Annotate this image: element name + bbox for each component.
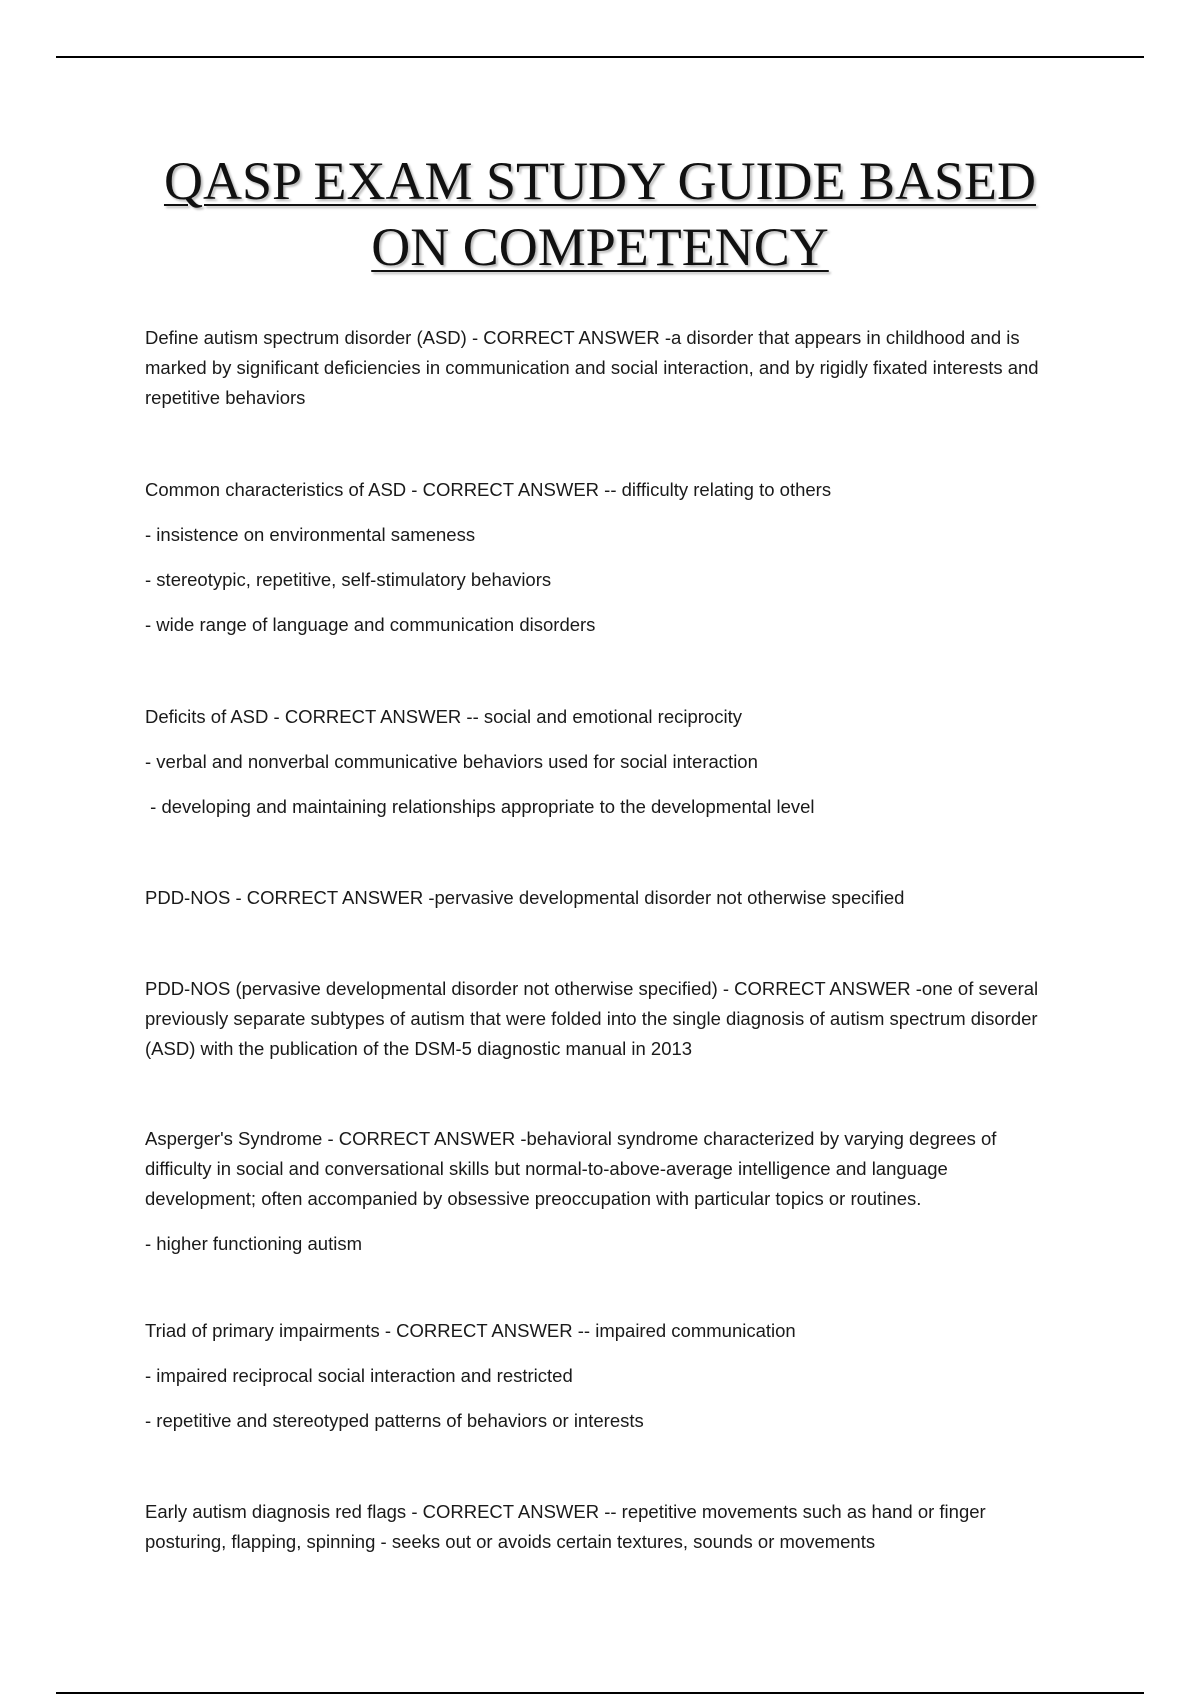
entry-bullet: - developing and maintaining relationships appropriate to the developmental level: [145, 796, 815, 817]
entry-text: Deficits of ASD - CORRECT ANSWER -- social and emotional reciprocity: [145, 706, 742, 727]
qa-entry-red-flags: [145, 1497, 1045, 1557]
title-line-1: QASP EXAM STUDY GUIDE BASED: [163, 151, 1037, 211]
entry-text: Triad of primary impairments - CORRECT ANSWER -- impaired communication: [145, 1320, 796, 1341]
page-title: [100, 148, 1100, 280]
entry-text: Common characteristics of ASD - CORRECT ANSWER -- difficulty relating to others: [145, 479, 832, 500]
entry-bullet: - insistence on environmental sameness: [145, 524, 476, 545]
qa-entry-pdd-nos: [145, 883, 1045, 913]
qa-entry-triad: [145, 1316, 1045, 1436]
entry-text: Define autism spectrum disorder (ASD) - CORRECT ANSWER -a disorder that appears in childhood and is marked by significant deficiencies in communication and social interaction, and by rigidly fixated interests and repetitive behaviors: [145, 327, 1039, 408]
entry-text: PDD-NOS (pervasive developmental disorder not otherwise specified) - CORRECT ANSWER -one of several previously separate subtypes of autism that were folded into the single diagnosis of autism spectrum disorder (ASD) with the publication of the DSM-5 diagnostic manual in 2013: [145, 978, 1039, 1059]
qa-entry-aspergers: [145, 1124, 1045, 1259]
qa-entry-asd-deficits: [145, 702, 1045, 822]
entry-bullet: - impaired reciprocal social interaction and restricted: [145, 1365, 573, 1386]
title-line-2: ON COMPETENCY: [371, 217, 829, 277]
entry-bullet: - verbal and nonverbal communicative behaviors used for social interaction: [145, 751, 758, 772]
entry-bullet: - higher functioning autism: [145, 1233, 362, 1254]
entry-bullet: - stereotypic, repetitive, self-stimulatory behaviors: [145, 569, 552, 590]
entry-bullet: - wide range of language and communication disorders: [145, 614, 596, 635]
top-divider: [56, 56, 1144, 58]
entry-text: Asperger's Syndrome - CORRECT ANSWER -behavioral syndrome characterized by varying degrees of difficulty in social and conversational skills but normal-to-above-average intelligence and language development; often accompanied by obsessive preoccupation with particular topics or routines.: [145, 1128, 997, 1209]
qa-entry-asd-definition: [145, 323, 1045, 413]
qa-entry-pdd-nos-extended: [145, 974, 1045, 1064]
entry-bullet: - repetitive and stereotyped patterns of behaviors or interests: [145, 1410, 644, 1431]
entry-text: PDD-NOS - CORRECT ANSWER -pervasive developmental disorder not otherwise specified: [145, 887, 905, 908]
bottom-divider: [56, 1692, 1144, 1694]
entry-text: Early autism diagnosis red flags - CORRECT ANSWER -- repetitive movements such as hand or finger posturing, flapping, spinning - seeks out or avoids certain textures, sounds or movements: [145, 1501, 986, 1552]
qa-entry-asd-characteristics: [145, 475, 1045, 640]
